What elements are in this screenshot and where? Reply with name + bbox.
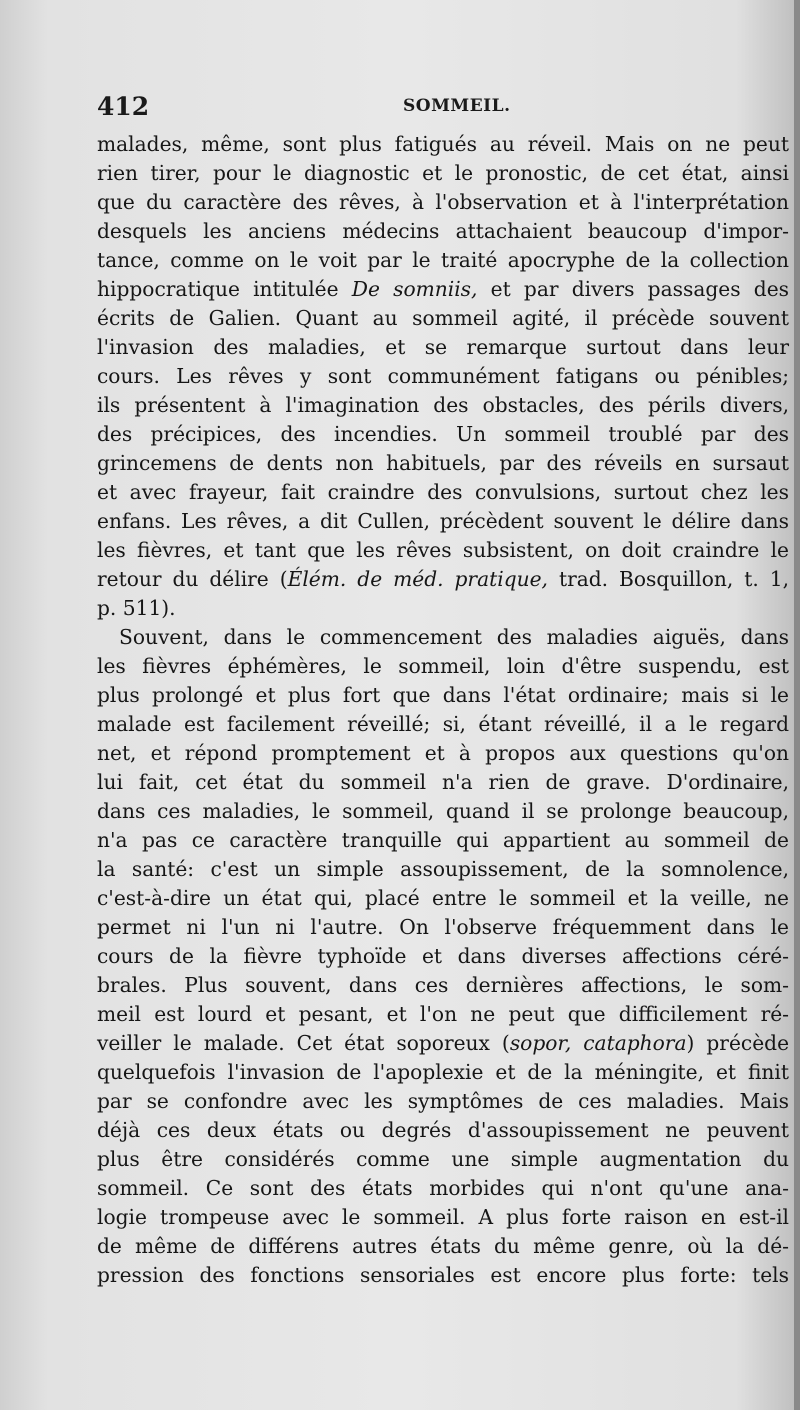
text-line: pression des fonctions sensoriales est encore plus forte: tels (97, 1263, 789, 1287)
text-line: meil est lourd et pesant, et l'on ne peut que difficilement ré- (97, 1002, 789, 1026)
text-line: déjà ces deux états ou degrés d'assoupissement ne peuvent (97, 1118, 789, 1142)
text-line: veiller le malade. Cet état soporeux (sopor, cataphora) précède (97, 1031, 790, 1055)
text-line: lui fait, cet état du sommeil n'a rien de grave. D'ordinaire, (97, 770, 789, 794)
text-line: cours de la fièvre typhoïde et dans diverses affections céré- (97, 944, 789, 968)
text-line: quelquefois l'invasion de l'apoplexie et de la méningite, et finit (97, 1060, 789, 1084)
text-line: enfans. Les rêves, a dit Cullen, précèdent souvent le délire dans (97, 509, 789, 533)
text-line: plus être considérés comme une simple augmentation du (97, 1147, 789, 1171)
text-line: logie trompeuse avec le sommeil. A plus forte raison en est-il (97, 1205, 789, 1229)
text-line: c'est-à-dire un état qui, placé entre le sommeil et la veille, ne (97, 886, 789, 910)
text-line: dans ces maladies, le sommeil, quand il se prolonge beaucoup, (97, 799, 789, 823)
text-line: que du caractère des rêves, à l'observation et à l'interprétation (97, 190, 789, 214)
text-line: et avec frayeur, fait craindre des convulsions, surtout chez les (97, 480, 789, 504)
italic-phrase: sopor, cataphora (509, 1031, 687, 1055)
text-line: net, et répond promptement et à propos aux questions qu'on (97, 741, 789, 765)
text-line: malades, même, sont plus fatigués au réveil. Mais on ne peut (97, 132, 789, 156)
text-line: brales. Plus souvent, dans ces dernières affections, le som- (97, 973, 789, 997)
text-line: des précipices, des incendies. Un sommeil troublé par des (97, 422, 789, 446)
text-line: les fièvres, et tant que les rêves subsistent, on doit craindre le (97, 538, 789, 562)
text-line: hippocratique intitulée De somniis, et par divers passages des (97, 277, 790, 301)
page-edge (794, 0, 800, 1410)
text-line: Souvent, dans le commencement des maladies aiguës, dans (119, 625, 789, 649)
text-line: écrits de Galien. Quant au sommeil agité, il précède souvent (97, 306, 789, 330)
text-line: grincemens de dents non habituels, par des réveils en sursaut (97, 451, 789, 475)
page-number: 412 (97, 92, 150, 121)
text-line: malade est facilement réveillé; si, étant réveillé, il a le regard (97, 712, 789, 736)
text-line: rien tirer, pour le diagnostic et le pronostic, de cet état, ainsi (97, 161, 789, 185)
text-line: l'invasion des maladies, et se remarque surtout dans leur (97, 335, 789, 359)
italic-phrase: De somniis, (351, 277, 478, 301)
text-line: les fièvres éphémères, le sommeil, loin d'être suspendu, est (97, 654, 789, 678)
text-line: la santé: c'est un simple assoupissement, de la somnolence, (97, 857, 789, 881)
text-line: tance, comme on le voit par le traité apocryphe de la collection (97, 248, 789, 272)
text-line: desquels les anciens médecins attachaient beaucoup d'impor- (97, 219, 789, 243)
text-line: ils présentent à l'imagination des obstacles, des périls divers, (97, 393, 789, 417)
body-text (97, 130, 789, 1290)
text-line: sommeil. Ce sont des états morbides qui n'ont qu'une ana- (97, 1176, 789, 1200)
text-line: de même de différens autres états du même genre, où la dé- (97, 1234, 789, 1258)
page-header (97, 92, 787, 128)
text-line: n'a pas ce caractère tranquille qui appartient au sommeil de (97, 828, 789, 852)
text-line: cours. Les rêves y sont communément fatigans ou pénibles; (97, 364, 789, 388)
running-head: SOMMEIL. (403, 96, 511, 116)
text-line: plus prolongé et plus fort que dans l'état ordinaire; mais si le (97, 683, 789, 707)
text-line: p. 511). (97, 596, 176, 620)
text-line: permet ni l'un ni l'autre. On l'observe fréquemment dans le (97, 915, 789, 939)
text-line: par se confondre avec les symptômes de ces maladies. Mais (97, 1089, 789, 1113)
italic-phrase: Élém. de méd. pratique, (287, 567, 548, 591)
text-line: retour du délire (Élém. de méd. pratique, trad. Bosquillon, t. 1, (97, 567, 790, 591)
